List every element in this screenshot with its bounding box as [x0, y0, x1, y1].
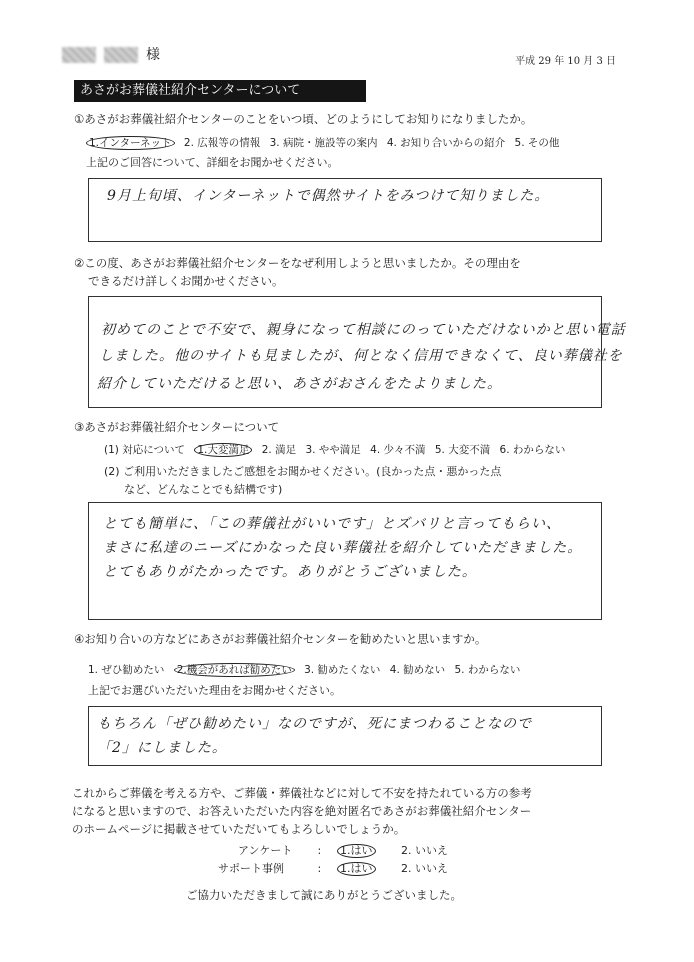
q4-option-1: 1. ぜひ勧めたい [88, 664, 165, 676]
form-date: 平成 29 年 10 月 3 日 [515, 56, 616, 67]
q4-answer-line1: もちろん「ぜひ勧めたい」なのですが、死にまつわることなので [97, 716, 532, 732]
survey-yes-selected: 1.はい [337, 844, 376, 858]
honorific: 様 [146, 47, 160, 63]
thanks-message: ご協力いただきまして誠にありがとうございました。 [186, 888, 462, 902]
customer-name [62, 44, 160, 64]
q1-answer: 9月上旬頃、インターネットで偶然サイトをみつけて知りました。 [107, 188, 550, 204]
question-2-line2: できるだけ詳しくお聞かせください。 [88, 274, 284, 288]
question-4: ④お知り合いの方などにあさがお葬儀社紹介センターを勧めたいと思いますか。 [74, 632, 487, 646]
q2-answer-line3: 紹介していただけると思い、あさがおさんをたよりました。 [97, 376, 502, 392]
support-label: サポート事例 [218, 862, 284, 875]
q1-option-1-selected: 1.インターネット [86, 136, 175, 150]
colon: : [317, 862, 322, 875]
q1-option-2: 2. 広報等の情報 [183, 137, 261, 149]
survey-label: アンケート [238, 844, 293, 857]
q4-option-3: 3. 勧めたくない [304, 664, 381, 676]
q2-answer-box [88, 296, 626, 408]
q3-p1-option-4: 4. 少々不満 [370, 444, 426, 456]
support-yes-selected: 1.はい [337, 862, 376, 876]
q4-option-5: 5. わからない [454, 664, 521, 676]
q4-answer-box [88, 706, 602, 766]
question-1: ①あさがお葬儀社紹介センターのことをいつ頃、どのようにしてお知りになりましたか。 [74, 112, 533, 126]
consent-support-row [218, 860, 448, 876]
q3-p1-option-6: 6. わからない [499, 444, 566, 456]
support-no: 2. いいえ [401, 862, 448, 875]
section-banner: あさがお葬儀社紹介センターについて [74, 80, 366, 102]
q2-answer-line1: 初めてのことで不安で、親身になって相談にのっていただけないかと思い電話 [101, 322, 626, 338]
question-2-line1: ②この度、あさがお葬儀社紹介センターをなぜ利用しようと思いましたか。その理由を [74, 256, 521, 270]
q3-answer-line3: とてもありがたかったです。ありがとうございました。 [103, 564, 477, 580]
q3-p2-line2: など、どんなことでも結構です) [124, 483, 283, 496]
q3-p1-option-2: 2. 満足 [261, 444, 297, 456]
footer-line2: になると思いますので、お答えいただいた内容を絶対匿名であさがお葬儀社紹介センター [72, 804, 532, 818]
q1-option-3: 3. 病院・施設等の案内 [269, 137, 378, 149]
question-3: ③あさがお葬儀社紹介センターについて [74, 420, 280, 434]
redacted-name [62, 47, 96, 63]
q2-answer-line2: しました。他のサイトも見ましたが、何となく信用できなくて、良い葬儀社を [99, 348, 623, 364]
q3-p1-option-3: 3. やや満足 [305, 444, 361, 456]
q3-p1-label: (1) 対応について [104, 444, 186, 456]
q4-sub: 上記でお選びいただいた理由をお聞かせください。 [88, 684, 341, 697]
footer-line3: のホームページに掲載させていただいてもよろしいでしょうか。 [72, 822, 406, 836]
survey-no: 2. いいえ [401, 844, 448, 857]
redacted-name [104, 47, 138, 63]
q1-options [86, 135, 565, 151]
q4-option-2-selected: 2.機会があれば勧めたい [174, 663, 295, 677]
q1-option-4: 4. お知り合いからの紹介 [386, 137, 506, 149]
q1-sub: 上記のご回答について、詳細をお聞かせください。 [86, 156, 339, 169]
q3-answer-line1: とても簡単に、「この葬儀社がいいです」とズバリと言ってもらい、 [103, 516, 561, 532]
consent-survey-row [238, 842, 448, 858]
q3-p2-line1: (2) ご利用いただきましたご感想をお聞かせください。(良かった点・悪かった点 [104, 465, 502, 478]
q3-p1 [104, 442, 571, 458]
q3-answer-box [88, 502, 602, 620]
footer-line1: これからご葬儀を考える方や、ご葬儀・葬儀社などに対して不安を持たれている方の参考 [72, 786, 532, 800]
q4-answer-line2: 「2」にしました。 [97, 740, 227, 756]
q3-p1-option-1-selected: 1.大変満足 [194, 443, 252, 457]
q1-answer-box [88, 178, 602, 242]
q4-option-4: 4. 勧めない [389, 664, 446, 676]
q1-option-5: 5. その他 [514, 137, 560, 149]
q4-options [88, 662, 526, 678]
colon: : [317, 844, 322, 857]
q3-answer-line2: まさに私達のニーズにかなった良い葬儀社を紹介していただきました。 [103, 540, 583, 556]
q3-p1-option-5: 5. 大変不満 [434, 444, 491, 456]
